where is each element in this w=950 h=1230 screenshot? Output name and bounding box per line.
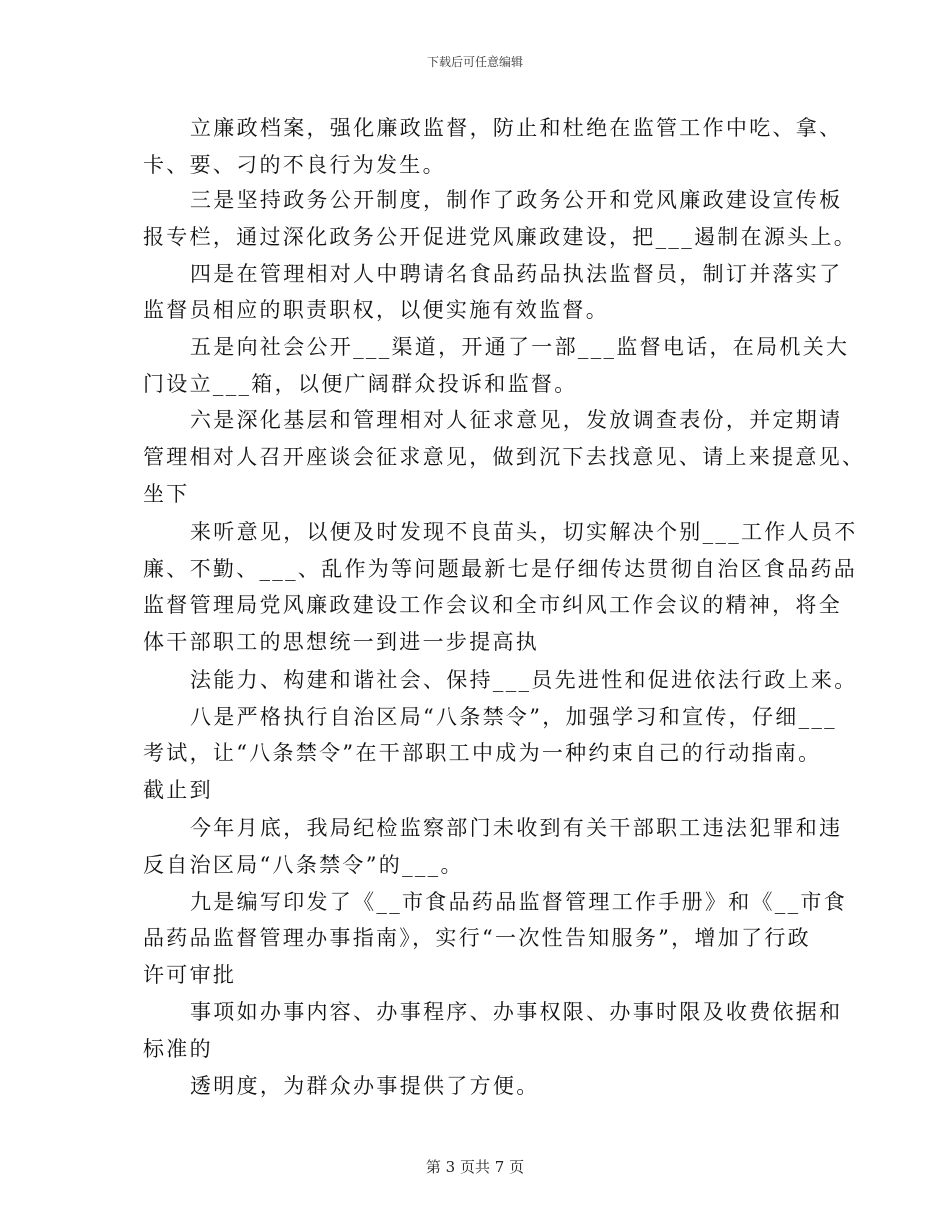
text-line: 廉、不勤、___、乱作为等问题最新七是仔细传达贯彻自治区食品药品 — [143, 557, 858, 581]
text-line: 管理相对人召开座谈会征求意见，做到沉下去找意见、请上来提意见、 — [143, 445, 866, 469]
text-line: 考试，让“八条禁令”在干部职工中成为一种约束自己的行动指南。 — [143, 741, 822, 765]
text-line: 今年月底，我局纪检监察部门未收到有关干部职工违法犯罪和违 — [190, 816, 843, 840]
text-line: 卡、要、刁的不良行为发生。 — [143, 153, 446, 177]
text-line: 四是在管理相对人中聘请名食品药品执法监督员，制订并落实了 — [190, 262, 843, 286]
text-line: 五是向社会公开___渠道，开通了一部___监督电话，在局机关大 — [190, 335, 850, 359]
page-header: 下载后可任意编辑 — [426, 55, 523, 69]
text-line: 九是编写印发了《__市食品药品监督管理工作手册》和《__市食 — [190, 890, 847, 914]
text-line: 事项如办事内容、办事程序、办事权限、办事时限及收费依据和 — [190, 1000, 843, 1024]
text-line: 坐下 — [143, 482, 190, 506]
text-line: 品药品监督管理办事指南》，实行“一次性告知服务”，增加了行政 — [143, 926, 811, 950]
text-line: 法能力、构建和谐社会、保持___员先进性和促进依法行政上来。 — [190, 668, 858, 692]
text-line: 监督员相应的职责职权，以便实施有效监督。 — [143, 298, 609, 322]
text-line: 六是深化基层和管理相对人征求意见，发放调查表份，并定期请 — [190, 408, 843, 432]
text-line: 来听意见，以便及时发现不良苗头，切实解决个别___工作人员不 — [190, 520, 858, 544]
text-line: 三是坚持政务公开制度，制作了政务公开和党风廉政建设宣传板 — [190, 188, 843, 212]
text-line: 标准的 — [143, 1037, 213, 1061]
text-line: 门设立___箱，以便广阔群众投诉和监督。 — [143, 372, 578, 396]
page-number: 第 3 页共 7 页 — [425, 1158, 525, 1176]
text-line: 报专栏，通过深化政务公开促进党风廉政建设，把___遏制在源头上。 — [143, 225, 858, 249]
text-line: 许可审批 — [143, 963, 237, 987]
text-line: 体干部职工的思想统一到进一步提高执 — [143, 630, 540, 654]
text-line: 反自治区局“八条禁令”的___。 — [143, 853, 464, 877]
text-line: 立廉政档案，强化廉政监督，防止和杜绝在监管工作中吃、拿、 — [190, 116, 843, 140]
text-line: 八是严格执行自治区局“八条禁令”，加强学习和宣传，仔细___ — [190, 705, 837, 729]
text-line: 监督管理局党风廉政建设工作会议和全市纠风工作会议的精神，将全 — [143, 593, 842, 617]
text-line: 截止到 — [143, 778, 213, 802]
text-line: 透明度，为群众办事提供了方便。 — [190, 1074, 540, 1098]
